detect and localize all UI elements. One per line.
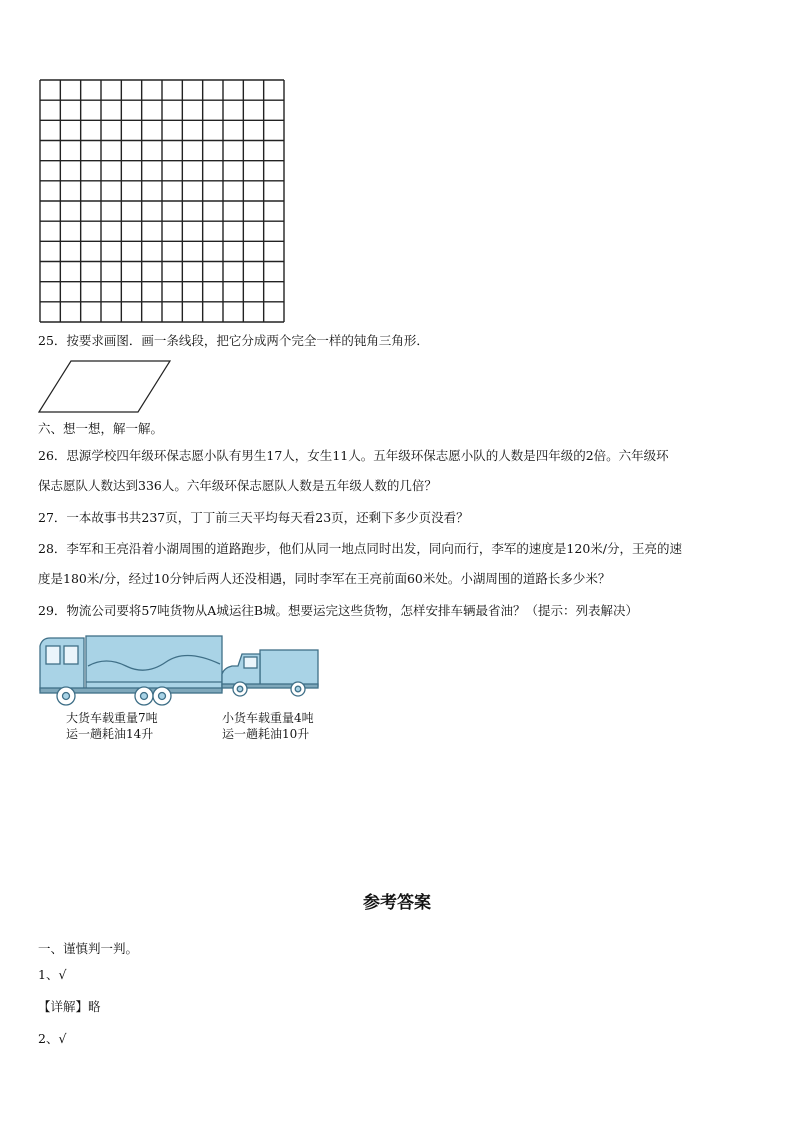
question-28-line-1: 28．李军和王亮沿着小湖周围的道路跑步，他们从同一地点同时出发，同向而行，李军的速度是120米/分，王亮的速 — [38, 541, 682, 556]
big-truck-fuel: 运一趟耗油14升 — [66, 727, 154, 741]
answer-2: 2、√ — [38, 1031, 67, 1046]
question-26-line-1: 26．思源学校四年级环保志愿小队有男生17人，女生11人。五年级环保志愿小队的人数是四年级的2倍。六年级环 — [38, 448, 669, 463]
question-26-line-2: 保志愿队人数达到336人。六年级环保志愿队人数是五年级人数的几倍？ — [38, 478, 437, 493]
answer-detail: 【详解】略 — [38, 999, 101, 1014]
small-truck-illustration — [218, 646, 322, 698]
drawing-grid — [38, 78, 286, 324]
answer-1: 1、√ — [38, 967, 67, 982]
parallelogram-figure — [36, 358, 176, 416]
small-truck-fuel: 运一趟耗油10升 — [222, 727, 310, 741]
answer-key-title: 参考答案 — [363, 893, 431, 913]
big-truck-capacity: 大货车载重量7吨 — [66, 711, 158, 725]
question-25: 25．按要求画图．画一条线段，把它分成两个完全一样的钝角三角形． — [38, 333, 429, 348]
answers-section-1-heading: 一、谨慎判一判。 — [38, 941, 139, 956]
question-28-line-2: 度是180米/分，经过10分钟后两人还没相遇，同时李军在王亮前面60米处。小湖周围的道路长多少米？ — [38, 571, 611, 586]
big-truck-illustration — [36, 632, 226, 708]
section-6-heading: 六、想一想，解一解。 — [38, 421, 164, 436]
question-29: 29．物流公司要将57吨货物从A城运往B城。想要运完这些货物，怎样安排车辆最省油？（提示：列表解决） — [38, 603, 639, 618]
question-27: 27．一本故事书共237页，丁丁前三天平均每天看23页，还剩下多少页没看？ — [38, 510, 469, 525]
small-truck-capacity: 小货车载重量4吨 — [222, 711, 314, 725]
